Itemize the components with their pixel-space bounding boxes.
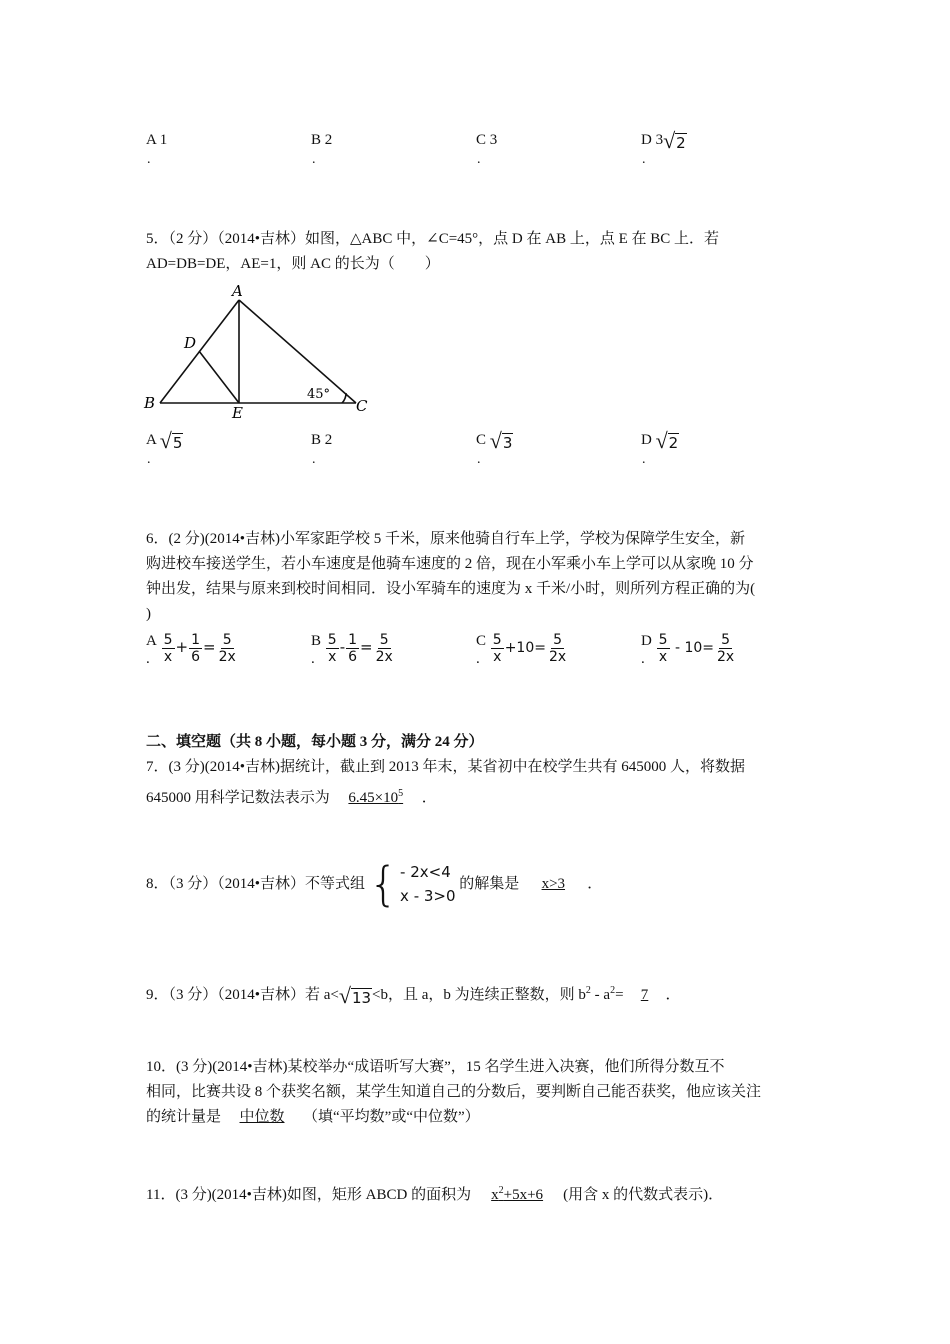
sqrt-expression: √ 3 — [489, 428, 513, 453]
q10-stem-line3: 的统计量是 中位数 （填“平均数”或“中位数”） — [146, 1106, 806, 1128]
sqrt-expression: √ 2 — [663, 128, 686, 153]
q11-line: 11．(3 分)(2014•吉林)如图，矩形 ABCD 的面积为 $x^2+5x+6$ (用含 x 的代数式表示)． — [146, 1180, 806, 1206]
q5-option-d: D √ 2 — [641, 428, 679, 453]
label-b: B — [144, 394, 156, 412]
sqrt-expression: √ 13 — [338, 983, 372, 1008]
q9-line: 9．（3 分）（2014•吉林）若 a< √ 13 <b，且 a，b 为连续正整数，则 $b^2 - a^2= 7$ ． — [146, 983, 681, 1008]
q7-stem-line2: 645000 用科学记数法表示为 $6.45\times 10^5$ ． — [146, 783, 806, 809]
q6-stem-line1: 6．(2 分)(2014•吉林)小军家距学校 5 千米，原来他骑自行车上学，学校为保障学生安全，新 — [146, 531, 745, 547]
label-e: E — [232, 404, 243, 420]
q9-answer: 7 — [640, 987, 649, 1003]
q10-answer: 中位数 — [239, 1109, 285, 1125]
label-c: C — [356, 397, 368, 415]
option-dot: . — [477, 152, 481, 167]
q5-stem-line2: AD=DB=DE，AE=1，则 AC 的长为（ ） — [146, 256, 440, 272]
q11-answer: $x^2+5x+6$ — [491, 1185, 544, 1203]
label-angle: 45° — [307, 387, 331, 402]
q5-option-c: C √ 3 — [476, 428, 513, 453]
q10-stem-line2: 相同，比赛共设 8 个获奖名额，某学生知道自己的分数后，要判断自己能否获奖，他应该关注 — [146, 1084, 762, 1100]
q6-option-c: C . $\frac{5}{x}$ +10= $\frac{5}{2x}$ — [476, 632, 567, 667]
left-brace-icon: { — [368, 857, 399, 911]
q4-option-c: C 3 — [476, 132, 498, 148]
q5-option-b: B 2 — [311, 432, 333, 448]
q6-stem-line3: 钟出发，结果与原来到校时间相同．设小军骑车的速度为 x 千米/小时，则所列方程正确的为( — [146, 581, 756, 597]
q5-option-a: A √ 5 — [146, 428, 183, 453]
label-d: D — [184, 334, 197, 352]
section-title: 二、填空题（共 8 小题，每小题 3 分，满分 24 分） — [146, 734, 484, 750]
segment-de — [199, 351, 239, 403]
q8-answer: x>3 — [541, 876, 566, 892]
angle-arc — [342, 393, 346, 403]
triangle-figure — [140, 280, 380, 420]
option-dot: . — [642, 152, 646, 167]
q6-stem-line4: ) — [146, 606, 151, 622]
q6-stem-line2: 购进校车接送学生，若小车速度是他骑车速度的 2 倍，现在小军乘小车上学可以从家晚 10 分 — [146, 556, 754, 572]
option-dot: . — [312, 452, 316, 467]
q4-option-b: B 2 — [311, 132, 333, 148]
label-a: A — [232, 282, 243, 300]
option-dot: . — [147, 452, 151, 467]
sqrt-expression: √ 2 — [655, 428, 679, 453]
q4-option-a: A 1 — [146, 132, 168, 148]
option-dot: . — [312, 152, 316, 167]
q5-stem-line1: 5．（2 分）（2014•吉林）如图，△ABC 中，∠C=45°，点 D 在 AB 上，点 E 在 BC 上．若 — [146, 231, 720, 247]
q6-option-b: B . $\frac{5}{x}$ - $\frac{1}{6}$ = $\frac{5}{2x}$ — [311, 632, 393, 667]
q7-stem-line1: 7．(3 分)(2014•吉林)据统计，截止到 2013 年末，某省初中在校学生共有 645000 人，将数据 — [146, 759, 745, 775]
inequality-system: { - 2x<4 x - 3>0 — [368, 857, 456, 911]
q6-option-d: D . $\frac{5}{x}$ - 10= $\frac{5}{2x}$ — [641, 632, 735, 667]
q4-option-d: D 3 √ 2 — [641, 128, 686, 153]
option-dot: . — [147, 152, 151, 167]
side-ac — [239, 300, 356, 403]
q7-answer: $6.45\times 10^5$ — [348, 788, 404, 806]
q6-option-a: A . $\frac{5}{x}$ + $\frac{1}{6}$ = $\frac{5}{2x}$ — [146, 632, 236, 667]
q8-line: 8．（3 分）（2014•吉林）不等式组 { - 2x<4 x - 3>0 的解集是 x>3 ． — [146, 857, 603, 911]
option-dot: . — [477, 452, 481, 467]
sqrt-expression: √ 5 — [159, 428, 183, 453]
option-dot: . — [642, 452, 646, 467]
q10-stem-line1: 10．(3 分)(2014•吉林)某校举办“成语听写大赛”，15 名学生进入决赛，他们所得分数互不 — [146, 1059, 725, 1075]
